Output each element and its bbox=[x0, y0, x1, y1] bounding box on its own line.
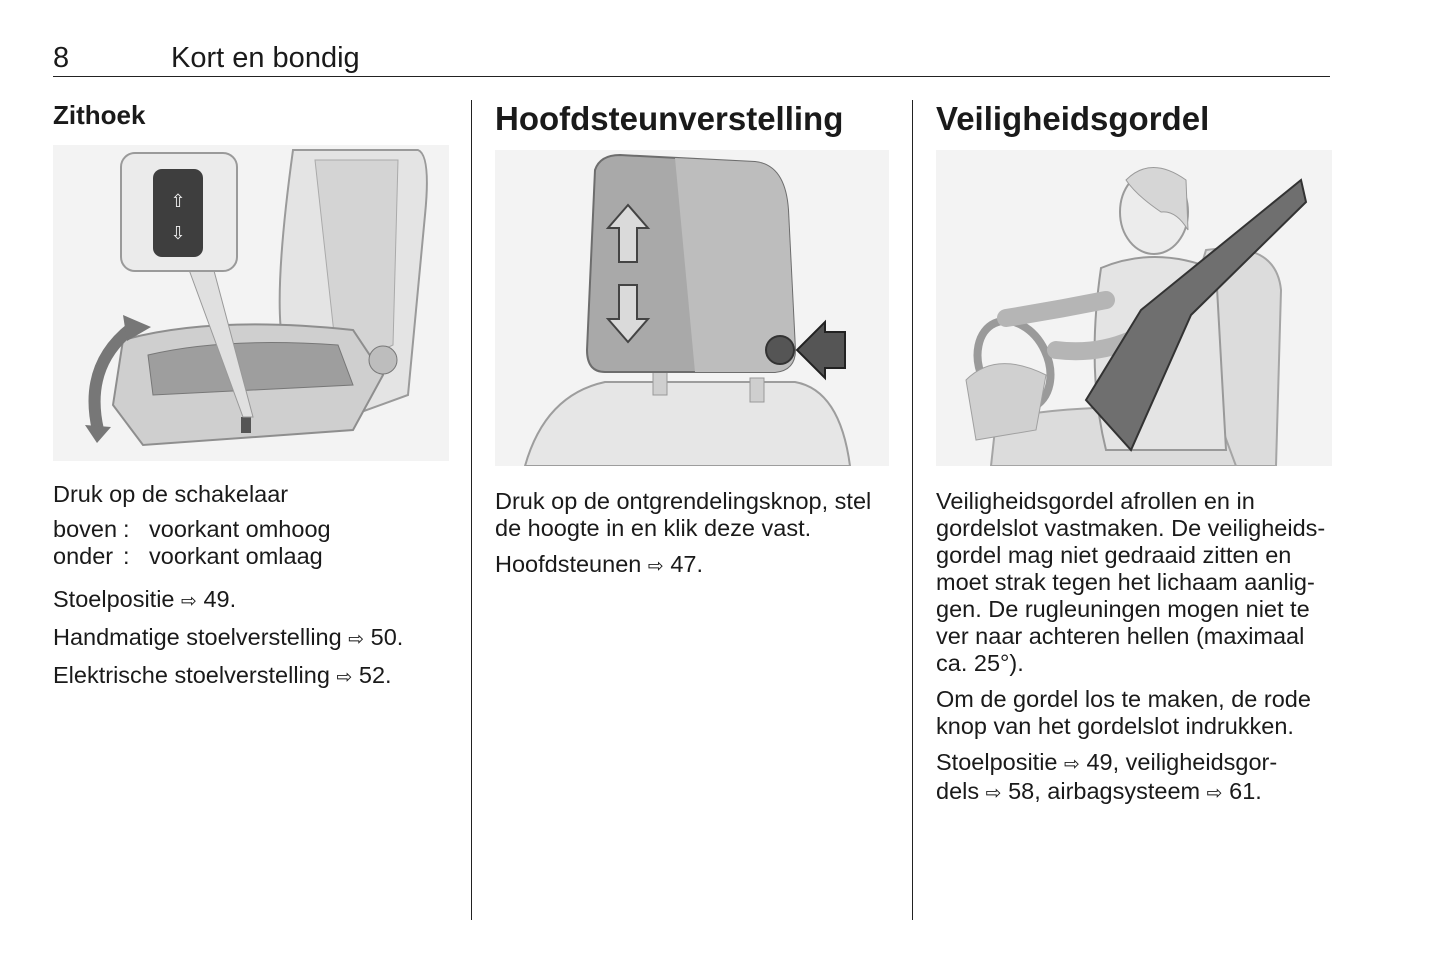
page-ref-icon: ⇨ bbox=[1206, 782, 1223, 804]
section-heading-seatbelt: Veiligheidsgordel bbox=[936, 100, 1210, 137]
page-ref-icon: ⇨ bbox=[181, 590, 197, 612]
ref-text: Handmatige stoelverstelling bbox=[53, 624, 342, 650]
seatbelt-instruction: Veiligheidsgordel afrollen en in gordelslot vastmaken. De veiligheids- gordel mag niet gedraaid zitten en moet strak tegen het lichaam aanlig- gen. De rugleuningen mogen niet te ver naar achteren hellen (maximaal ca. 25°). bbox=[936, 488, 1326, 676]
ref-text: Hoofdsteunen bbox=[495, 551, 642, 577]
section-heading-headrest: Hoofdsteunverstelling bbox=[495, 100, 844, 137]
cross-reference bbox=[53, 586, 453, 615]
ref-page[interactable]: 47. bbox=[670, 551, 703, 577]
headrest-instruction: Druk op de ontgrendelingsknop, stel de hoogte in en klik deze vast. bbox=[495, 488, 872, 541]
column-divider bbox=[912, 100, 913, 920]
ref-page[interactable]: 49, veiligheidsgor- bbox=[1086, 749, 1278, 775]
switch-sep: : bbox=[123, 516, 130, 542]
switch-value: voorkant omhoog bbox=[149, 516, 331, 542]
ref-page[interactable]: 61. bbox=[1229, 778, 1262, 804]
switch-table bbox=[53, 516, 453, 570]
page-ref-icon: ⇨ bbox=[336, 666, 353, 688]
ref-text: Stoelpositie bbox=[936, 749, 1058, 775]
recline-knob bbox=[369, 346, 397, 374]
switch-sep: : bbox=[123, 543, 130, 569]
switch-key: boven bbox=[53, 516, 118, 542]
column-headrest bbox=[495, 98, 895, 580]
page-header bbox=[53, 40, 1330, 77]
down-arrow-icon: ⇩ bbox=[170, 223, 186, 244]
ref-page[interactable]: 52. bbox=[358, 662, 392, 688]
column-divider bbox=[471, 100, 472, 920]
page-number: 8 bbox=[53, 42, 70, 74]
cross-reference bbox=[495, 551, 895, 580]
seat-top bbox=[525, 382, 850, 466]
switch-key: onder bbox=[53, 543, 114, 569]
switch-instruction: Druk op de schakelaar bbox=[53, 481, 289, 507]
release-button bbox=[766, 336, 794, 364]
seat-switch-small bbox=[241, 417, 251, 433]
switch-row-up bbox=[53, 516, 453, 543]
ref-text: Elektrische stoelverstelling bbox=[53, 662, 330, 688]
ref-page[interactable]: 49. bbox=[203, 586, 237, 612]
seatbelt-figure bbox=[936, 150, 1332, 466]
up-arrow-icon: ⇧ bbox=[170, 191, 186, 212]
ref-text: dels bbox=[936, 778, 980, 804]
page-ref-icon: ⇨ bbox=[647, 555, 664, 577]
dashboard bbox=[966, 364, 1046, 440]
page-ref-icon: ⇨ bbox=[1064, 753, 1080, 775]
ref-page[interactable]: 50. bbox=[370, 624, 404, 650]
column-seatbelt bbox=[936, 98, 1336, 807]
ref-text: Stoelpositie bbox=[53, 586, 175, 612]
chapter-title: Kort en bondig bbox=[171, 42, 360, 74]
column-seat-angle bbox=[53, 98, 453, 691]
headrest-post bbox=[750, 378, 764, 402]
switch-row-down bbox=[53, 543, 453, 570]
section-heading-seat-angle: Zithoek bbox=[53, 100, 146, 130]
cross-references bbox=[936, 749, 1336, 807]
page-ref-icon: ⇨ bbox=[348, 628, 365, 650]
cross-reference bbox=[53, 662, 453, 691]
ref-page[interactable]: 58, airbagsysteem bbox=[1008, 778, 1201, 804]
headrest-figure bbox=[495, 150, 889, 466]
page-ref-icon: ⇨ bbox=[985, 782, 1002, 804]
cross-reference bbox=[53, 624, 453, 653]
switch-value: voorkant omlaag bbox=[149, 543, 323, 569]
seatbelt-release-instruction: Om de gordel los te maken, de rode knop van het gordelslot indrukken. bbox=[936, 686, 1311, 739]
seat-angle-figure bbox=[53, 145, 449, 461]
